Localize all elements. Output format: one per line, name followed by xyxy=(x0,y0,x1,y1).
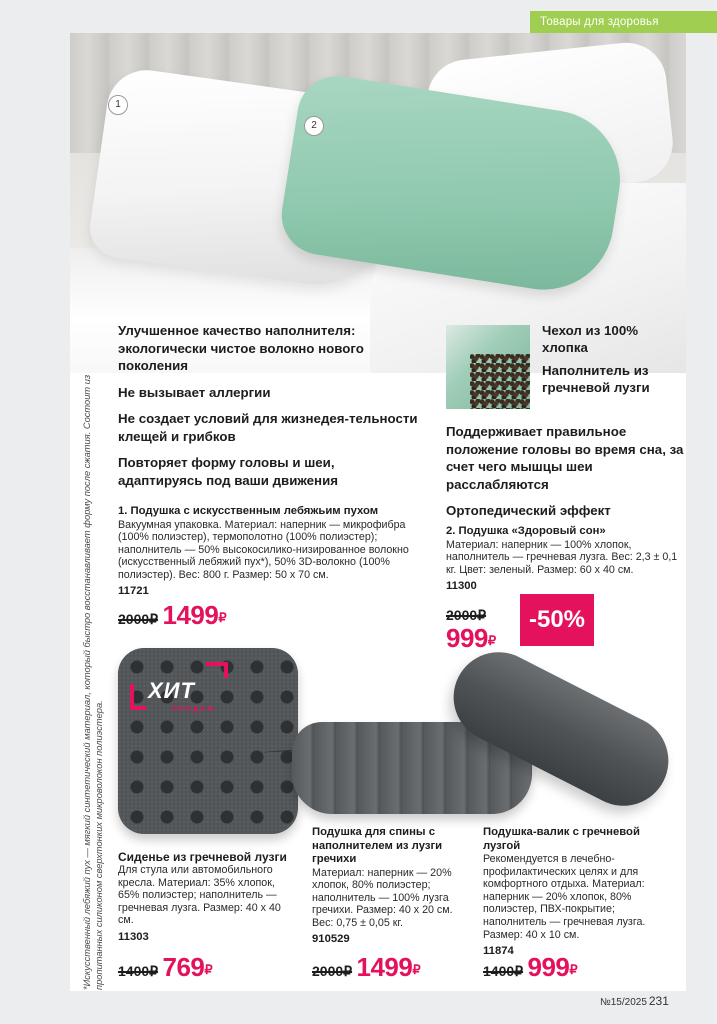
product-title: 2. Подушка «Здоровый сон» xyxy=(446,525,606,537)
price-row xyxy=(312,952,420,983)
issue-number: №15/2025 xyxy=(600,997,647,1008)
currency-sign: ₽ xyxy=(412,962,421,977)
product-code: 11874 xyxy=(483,945,514,958)
feature-item: Улучшенное качество наполнителя: экологически чистое волокно нового поколения xyxy=(118,323,364,373)
price-row xyxy=(118,600,226,631)
feature-item: Повторяет форму головы и шеи, адаптируясь под ваши движения xyxy=(118,455,338,488)
old-price: 2000₽ xyxy=(312,963,353,979)
swatch-label: Наполнитель из гречневой лузги xyxy=(542,363,650,395)
product-title: 1. Подушка с искусственным лебяжьим пухом xyxy=(118,505,379,517)
marker-2: 2 xyxy=(304,116,324,136)
product-code: 11721 xyxy=(118,585,149,598)
price-row xyxy=(118,952,212,983)
old-price: 2000₽ xyxy=(118,611,159,627)
currency-sign: ₽ xyxy=(204,962,213,977)
currency-sign: ₽ xyxy=(487,633,496,648)
product-code: 11303 xyxy=(118,930,149,943)
feature-item: Не вызывает аллергии xyxy=(118,384,271,400)
old-price: 2000₽ xyxy=(446,607,487,623)
old-price: 1400₽ xyxy=(118,963,159,979)
currency-sign: ₽ xyxy=(218,610,227,625)
feature-item: Ортопедический эффект xyxy=(446,503,611,518)
discount-badge: -50% xyxy=(520,594,594,646)
marker-1: 1 xyxy=(108,95,128,115)
new-price: 1499 xyxy=(162,600,219,630)
buckwheat-grains xyxy=(470,354,530,409)
product-description: Материал: наперник — 20% хлопок, 80% полиэстер; наполнитель — 100% лузга гречихи. Размер: 40 х 20 см. Вес: 0,75 ± 0,05 кг. xyxy=(312,866,453,929)
badge-corner xyxy=(206,662,228,678)
currency-sign: ₽ xyxy=(569,962,578,977)
product2-features xyxy=(446,423,686,529)
product-code: 910529 xyxy=(312,933,350,946)
product-title: Подушка для спины с наполнителем из лузги гречихи xyxy=(312,826,443,865)
product-description: Для стула или автомобильного кресла. Материал: 35% хлопок, 65% полиэстер; наполнитель — гречневая лузга. Размер: 40 х 40 см. xyxy=(118,864,281,927)
product-card-5[interactable] xyxy=(483,826,678,958)
page-number: 231 xyxy=(648,994,669,1008)
category-tab[interactable]: Товары для здоровья xyxy=(530,11,717,33)
bestseller-badge xyxy=(130,660,240,730)
bestseller-word: ХИТ xyxy=(148,678,195,703)
product-code: 11300 xyxy=(446,580,477,593)
feature-item: Поддерживает правильное положение головы во время сна, за счет чего мышцы шеи расслабляются xyxy=(446,424,684,492)
product-card-4[interactable] xyxy=(312,826,474,946)
footnote-vertical: *Искусственный лебяжий пух — мягкий синтетический материал, который быстро восстанавливает форму после сжатия. Состоит из пропитанных силиконом сверхтонких микроволокон полиэстера. xyxy=(82,374,104,990)
product-title: Подушка-валик с гречневой лузгой xyxy=(483,826,640,852)
buckwheat-swatch-photo xyxy=(446,325,530,409)
new-price: 999 xyxy=(527,952,570,982)
product-title: Сиденье из гречневой лузги xyxy=(118,850,287,864)
new-price: 999 xyxy=(446,623,488,653)
feature-item: Не создает условий для жизнедея-тельности клещей и грибков xyxy=(118,411,418,444)
price-row xyxy=(483,952,577,983)
product-description: Вакуумная упаковка. Материал: наперник — микрофибра (100% полиэстер), термополотно (100% полиэстер); наполнитель — 50% высокосилико-низированное волокно (искусственный лебяжий пух*), 50% 3D-волокно (100% полиэстер). Вес: 800 г. Размер: 50 х 70 см. xyxy=(118,518,409,581)
page-folio xyxy=(600,994,669,1008)
product1-features xyxy=(118,322,418,498)
product-description: Рекомендуется в лечебно-профилактических целях и для комфортного отдыха. Материал: наперник — 20% хлопок, 80% полиэстер, ПВХ-покрытие; наполнитель — гречневая лузга. Размер: 40 х 10 см. xyxy=(483,853,646,941)
product-card-1[interactable] xyxy=(118,505,418,630)
new-price: 769 xyxy=(162,952,205,982)
badge-corner xyxy=(130,684,146,710)
product-card-3[interactable] xyxy=(118,850,298,944)
bestseller-sub: ПРОДАЖ xyxy=(172,706,216,713)
new-price-group xyxy=(446,623,496,654)
product-description: Материал: наперник — 100% хлопок, наполнитель — гречневая лузга. Вес: 2,3 ± 0,1 кг. Цвет: зеленый. Размер: 60 х 40 см. xyxy=(446,538,678,576)
old-price: 1400₽ xyxy=(483,963,524,979)
swatch-labels xyxy=(542,322,682,402)
new-price: 1499 xyxy=(356,952,413,982)
swatch-label: Чехол из 100% хлопка xyxy=(542,323,639,355)
